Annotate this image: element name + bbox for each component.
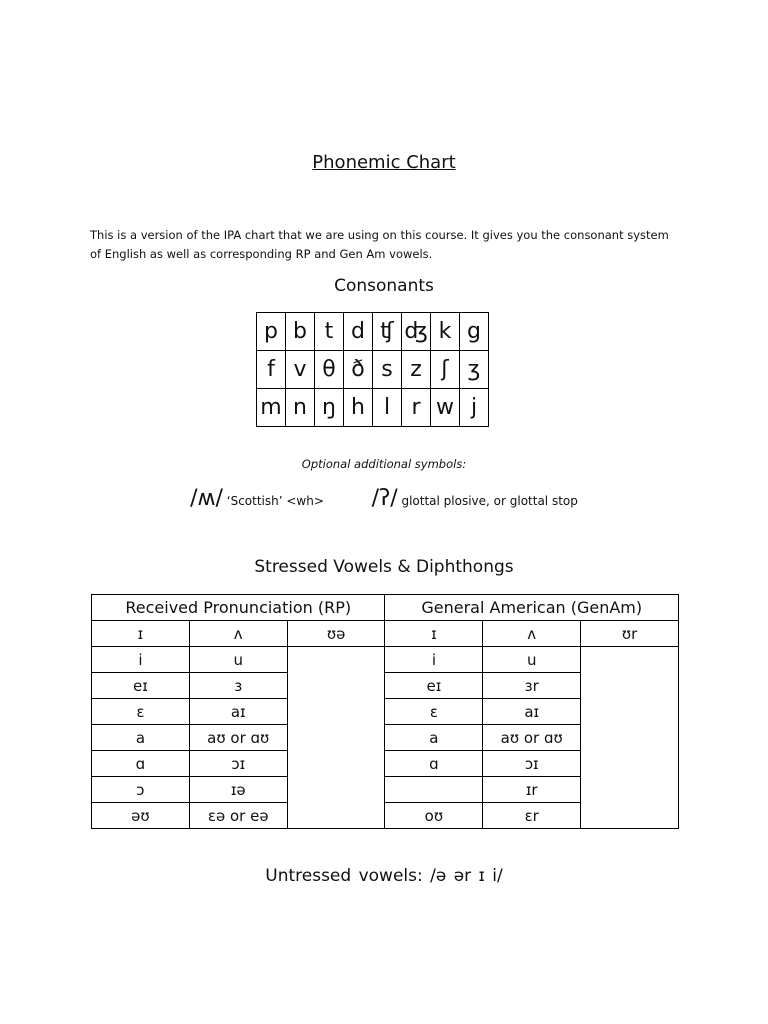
consonant-cell: h: [344, 389, 373, 427]
consonant-cell: ʧ: [373, 313, 402, 351]
genam-vowel-cell: eɪ: [385, 673, 483, 699]
consonant-row: [257, 389, 489, 427]
rp-vowel-cell: ɛ: [92, 699, 190, 725]
wh-symbol-description: ‘Scottish’ <wh>: [226, 494, 324, 508]
rp-vowel-cell: u: [189, 647, 287, 673]
consonant-cell: ʒ: [460, 351, 489, 389]
rp-vowel-cell: əʊ: [92, 803, 190, 829]
rp-vowel-cell: ɔ: [92, 777, 190, 803]
consonant-cell: r: [402, 389, 431, 427]
vowels-heading: Stressed Vowels & Diphthongs: [254, 557, 514, 577]
consonant-cell: m: [257, 389, 286, 427]
vowel-row: [92, 621, 679, 647]
consonant-cell: j: [460, 389, 489, 427]
genam-vowel-cell: u: [483, 647, 581, 673]
glottal-stop-description: glottal plosive, or glottal stop: [401, 494, 578, 508]
wh-symbol: /ʍ/: [190, 486, 223, 511]
rp-vowel-cell: a: [92, 725, 190, 751]
rp-vowel-cell: ɑ: [92, 751, 190, 777]
rp-vowel-cell: ʊə: [287, 621, 385, 647]
consonant-cell: ŋ: [315, 389, 344, 427]
consonant-row: [257, 313, 489, 351]
genam-blank-cell: [581, 647, 679, 829]
consonant-cell: d: [344, 313, 373, 351]
consonant-table: [256, 312, 489, 427]
consonant-cell: v: [286, 351, 315, 389]
consonant-cell: θ: [315, 351, 344, 389]
genam-vowel-cell: ʌ: [483, 621, 581, 647]
consonant-cell: l: [373, 389, 402, 427]
genam-vowel-cell: ɑ: [385, 751, 483, 777]
consonant-cell: f: [257, 351, 286, 389]
genam-vowel-cell: aɪ: [483, 699, 581, 725]
rp-vowel-cell: ɪ: [92, 621, 190, 647]
rp-vowel-cell: aʊ or ɑʊ: [189, 725, 287, 751]
intro-paragraph: This is a version of the IPA chart that we are using on this course. It gives you the consonant system of English as well as corresponding RP and Gen Am vowels.: [90, 228, 669, 261]
consonant-cell: g: [460, 313, 489, 351]
consonant-row: [257, 351, 489, 389]
page-title: Phonemic Chart: [312, 152, 456, 173]
consonant-cell: n: [286, 389, 315, 427]
genam-header: General American (GenAm): [385, 595, 679, 621]
genam-vowel-cell: ɛ: [385, 699, 483, 725]
rp-vowel-cell: ɪə: [189, 777, 287, 803]
rp-vowel-cell: eɪ: [92, 673, 190, 699]
rp-vowel-cell: ʌ: [189, 621, 287, 647]
consonant-cell: s: [373, 351, 402, 389]
consonants-heading: Consonants: [334, 276, 434, 296]
genam-vowel-cell: ɪ: [385, 621, 483, 647]
rp-vowel-cell: ɛə or eə: [189, 803, 287, 829]
genam-vowel-cell: ʊr: [581, 621, 679, 647]
rp-blank-cell: [287, 647, 385, 829]
rp-vowel-cell: ɔɪ: [189, 751, 287, 777]
genam-vowel-cell: a: [385, 725, 483, 751]
optional-symbols-line: [0, 486, 768, 511]
rp-vowel-cell: i: [92, 647, 190, 673]
consonant-cell: ð: [344, 351, 373, 389]
consonant-cell: w: [431, 389, 460, 427]
genam-vowel-cell: ɛr: [483, 803, 581, 829]
rp-vowel-cell: ɜ: [189, 673, 287, 699]
genam-vowel-cell: aʊ or ɑʊ: [483, 725, 581, 751]
consonant-cell: k: [431, 313, 460, 351]
genam-vowel-cell: oʊ: [385, 803, 483, 829]
consonant-cell: ʤ: [402, 313, 431, 351]
consonant-cell: t: [315, 313, 344, 351]
consonant-cell: ʃ: [431, 351, 460, 389]
genam-vowel-cell: ɜr: [483, 673, 581, 699]
genam-vowel-cell: [385, 777, 483, 803]
vowel-row: [92, 647, 679, 673]
consonant-cell: z: [402, 351, 431, 389]
glottal-stop-symbol: /ʔ/: [371, 486, 398, 511]
genam-vowel-cell: ɔɪ: [483, 751, 581, 777]
genam-vowel-cell: i: [385, 647, 483, 673]
consonant-cell: p: [257, 313, 286, 351]
unstressed-vowels: Untressed vowels: /ə ər ɪ i/: [265, 866, 503, 886]
vowel-table: [91, 594, 679, 829]
genam-vowel-cell: ɪr: [483, 777, 581, 803]
rp-vowel-cell: aɪ: [189, 699, 287, 725]
optional-symbols-label: Optional additional symbols:: [301, 457, 467, 471]
consonant-cell: b: [286, 313, 315, 351]
rp-header: Received Pronunciation (RP): [92, 595, 385, 621]
